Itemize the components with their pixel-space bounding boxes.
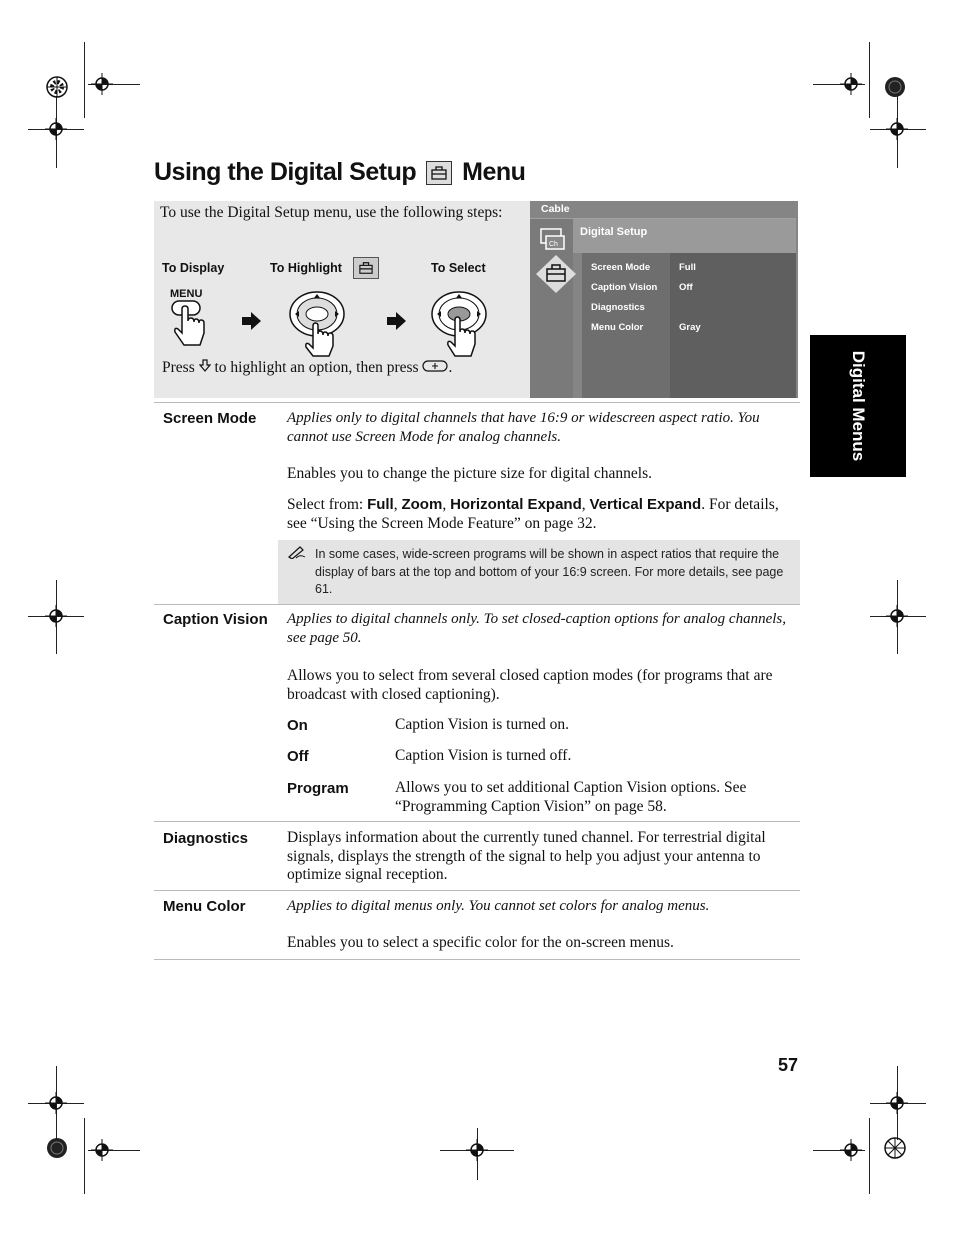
toolbox-icon: [353, 257, 379, 279]
menu-item-diagnostics: Diagnostics: [591, 302, 645, 313]
crosshair-icon: [91, 73, 113, 95]
option-off-desc: Caption Vision is turned off.: [395, 747, 572, 764]
section-divider: [154, 821, 800, 822]
instructions-panel: [154, 201, 530, 398]
crosshair-icon: [45, 605, 67, 627]
press-text-end: .: [448, 359, 453, 376]
digital-setup-screen: [530, 201, 798, 398]
option-on: On: [287, 717, 308, 734]
caption-vision-note: Applies to digital channels only. To set closed-caption options for analog channels, see page 50.: [287, 611, 786, 646]
select-button-icon: [422, 360, 448, 372]
menu-value-screen-mode: Full: [679, 262, 696, 273]
registration-target-icon: [46, 76, 68, 98]
toolbox-icon: [535, 254, 577, 294]
crosshair-icon: [840, 73, 862, 95]
option-program-desc: Allows you to set additional Caption Vision options. See “Programming Caption Vision” on page 58.: [395, 779, 747, 815]
diagnostics-desc: Displays information about the currently tuned channel. For terrestrial digital signals, displays the strength of the signal to help you adjust your antenna to optimize signal reception.: [287, 829, 766, 883]
screen-mode-tip: [278, 540, 800, 604]
option-off: Off: [287, 748, 309, 765]
crosshair-icon: [45, 1092, 67, 1114]
option-zoom: Zoom: [401, 496, 443, 513]
registration-target-icon: [884, 1137, 906, 1159]
screen-source-label: Cable: [541, 203, 570, 215]
page-title: [154, 158, 525, 187]
down-arrow-icon: [199, 359, 211, 372]
press-text-2: to highlight an option, then press: [214, 359, 419, 376]
term-caption-vision: Caption Vision: [163, 611, 268, 628]
screen-menu-title: Digital Setup: [580, 226, 648, 238]
menu-item-screen-mode: Screen Mode: [591, 262, 651, 273]
menu-value-menu-color: Gray: [679, 322, 701, 333]
joystick-highlight-icon: [289, 290, 349, 358]
menu-color-desc: Enables you to select a specific color for the on-screen menus.: [287, 934, 674, 951]
pencil-note-icon: [288, 545, 306, 559]
title-text-before: Using the Digital Setup: [154, 158, 417, 186]
step-display-label: To Display: [162, 261, 225, 275]
option-full: Full: [367, 496, 394, 513]
section-divider: [154, 402, 800, 403]
caption-vision-desc: Allows you to select from several closed caption modes (for programs that are broadcast with closed captioning).: [287, 667, 773, 703]
crosshair-icon: [840, 1139, 862, 1161]
menu-item-menu-color: Menu Color: [591, 322, 644, 333]
screen-mode-select: Select from: Full, Zoom, Horizontal Expand, Vertical Expand. For details, see “Using the Screen Mode Feature” on page 32.: [287, 496, 779, 532]
registration-target-icon: [884, 76, 906, 98]
svg-text:Ch: Ch: [549, 241, 558, 248]
tip-text: In some cases, wide-screen programs will be shown in aspect ratios that require the display of bars at the top and bottom of your 16:9 screen. For more details, see page 61.: [315, 547, 784, 596]
crosshair-icon: [91, 1139, 113, 1161]
option-vertical-expand: Vertical Expand: [589, 496, 702, 513]
term-screen-mode: Screen Mode: [163, 410, 257, 427]
title-text-after: Menu: [462, 158, 526, 186]
arrow-right-icon: [240, 311, 262, 331]
toolbox-icon: [426, 161, 452, 185]
step-highlight-label: To Highlight: [270, 261, 342, 275]
page-number: 57: [778, 1055, 799, 1075]
menu-color-note: Applies to digital menus only. You cannot set colors for analog menus.: [287, 898, 710, 914]
crosshair-icon: [886, 605, 908, 627]
crosshair-icon: [886, 1092, 908, 1114]
section-divider: [154, 890, 800, 891]
term-menu-color: Menu Color: [163, 898, 246, 915]
screen-mode-desc: Enables you to change the picture size for digital channels.: [287, 465, 652, 482]
step-select-label: To Select: [431, 261, 486, 275]
intro-text: To use the Digital Setup menu, use the following steps:: [160, 204, 503, 221]
channel-icon: [538, 225, 568, 253]
press-text-1: Press: [162, 359, 195, 376]
chapter-tab-label: Digital Menus: [849, 350, 868, 462]
menu-item-caption-vision: Caption Vision: [591, 282, 658, 293]
chapter-tab: [810, 335, 906, 477]
hand-press-menu-icon: [170, 299, 212, 351]
crosshair-icon: [886, 118, 908, 140]
registration-target-icon: [46, 1137, 68, 1159]
select-suffix: . For details, see “Using the Screen Mode Feature” on page 32.: [287, 496, 779, 532]
menu-value-caption-vision: Off: [679, 282, 693, 293]
term-diagnostics: Diagnostics: [163, 830, 249, 847]
crosshair-icon: [45, 118, 67, 140]
section-divider: [154, 959, 800, 960]
press-instruction: [162, 359, 452, 377]
section-divider: [154, 604, 800, 605]
crosshair-icon: [466, 1139, 488, 1161]
joystick-select-icon: [431, 290, 491, 358]
option-horizontal-expand: Horizontal Expand: [450, 496, 582, 513]
select-prefix: Select from:: [287, 496, 368, 513]
screen-mode-note: Applies only to digital channels that have 16:9 or widescreen aspect ratio. You cannot use Screen Mode for analog channels.: [287, 410, 760, 445]
menu-key-label: MENU: [170, 288, 203, 300]
arrow-right-icon: [385, 311, 407, 331]
option-on-desc: Caption Vision is turned on.: [395, 716, 570, 733]
screen-menu-header: [573, 219, 796, 253]
option-program: Program: [287, 780, 349, 797]
